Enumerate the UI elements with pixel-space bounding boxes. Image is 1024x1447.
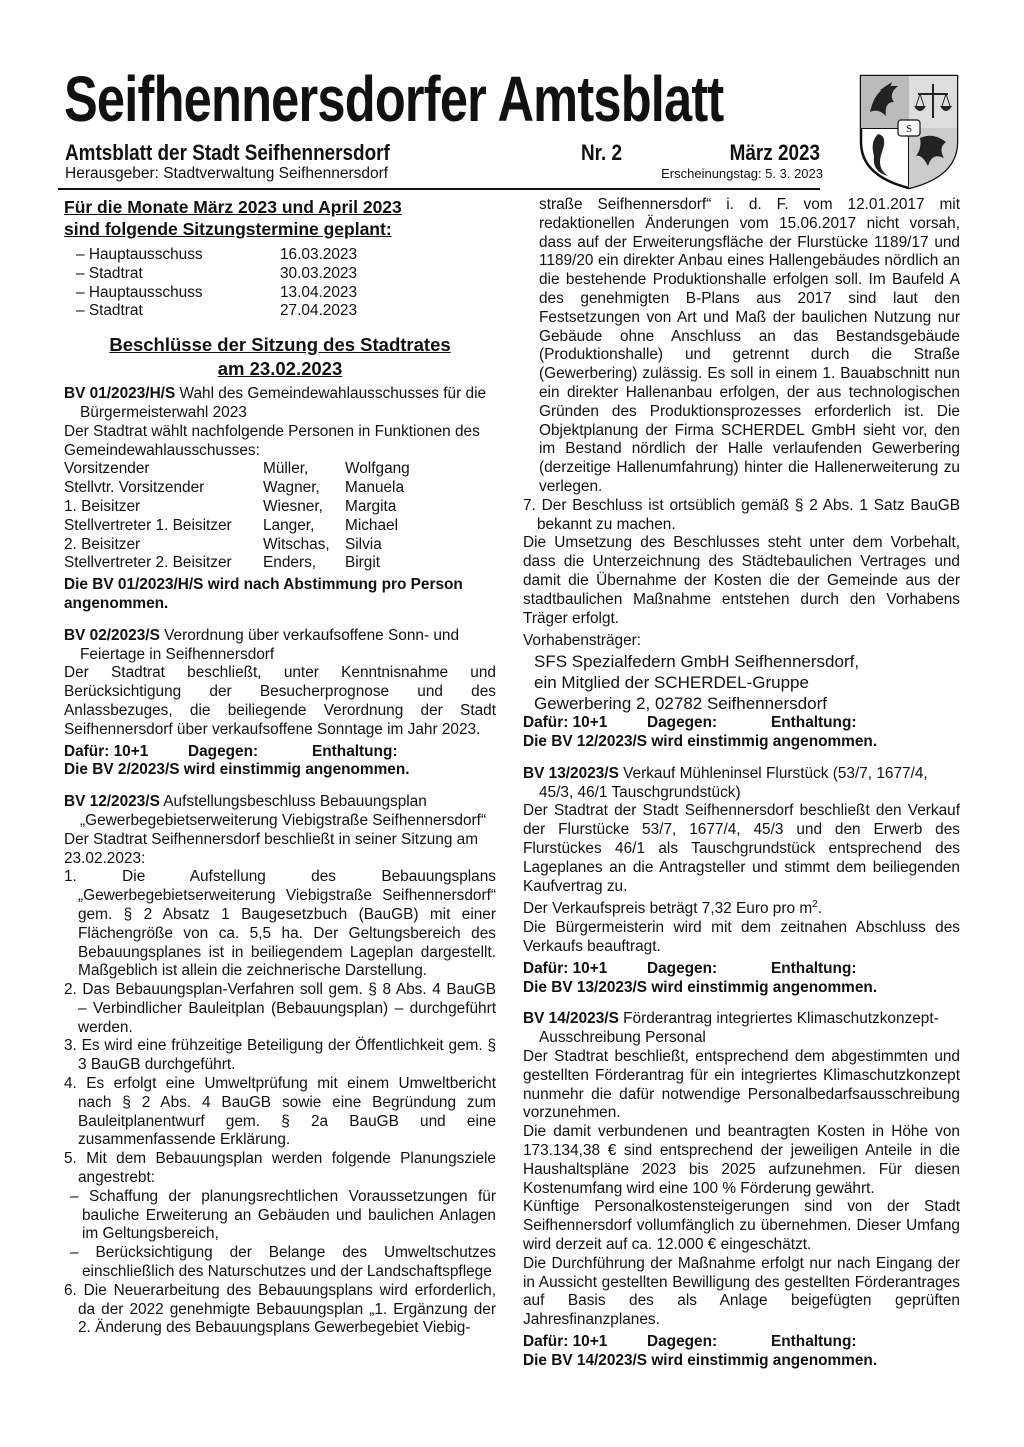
meeting-date: 16.03.2023 [280,246,358,263]
meeting-date: 30.03.2023 [280,264,358,282]
sponsor-line: Gewerbering 2, 02782 Seifhennersdorf [534,694,827,714]
publisher: Herausgeber: Stadtverwaltung Seifhennersdorf [65,165,389,182]
bv02-title [64,627,496,665]
newspaper-title: Seifhennersdorfer Amtsblatt [64,63,724,135]
vote-abstain: Enthaltung: [771,1332,857,1350]
vote-for: Dafür: 10+1 [523,1332,608,1350]
bv13-id: BV 13/2023/S [523,764,619,782]
bv12-condition: Die Umsetzung des Beschlusses steht unter dem Vorbehalt, dass die Unterzeichnung des Städtebaulichen Vertrages und damit die Übernahme der Kosten die der Gemeinde aus der stadtbaulichen Maßnahme entstehen durch den Vorhabens Träger erfolgt. [523,534,960,627]
meeting-name: – Stadtrat [76,264,143,282]
member-last: Enders, [263,554,317,572]
table-row [64,498,410,517]
bv13-text: Der Stadtrat der Stadt Seifhennersdorf beschließt den Verkauf der Flurstücke 53/7, 1677/4, 45/3 und den Erwerb des Flurstückes 46/1 als Tauschgrundstück entsprechend des Lageplanes an die Antragsteller und stimmt dem beiliegenden Kaufvertrag zu. [523,802,960,895]
member-first: Manuela [345,479,405,497]
left-column [64,196,496,1338]
table-row [76,265,357,284]
member-first: Margita [345,497,397,515]
vote-for: Dafür: 10+1 [523,714,608,732]
bv01-result: Die BV 01/2023/H/S wird nach Abstimmung pro Person angenommen. [64,576,463,612]
member-role: Vorsitzender [64,460,150,478]
member-last: Wiesner, [263,497,323,515]
table-row [64,460,410,479]
bv14-text-2: Die damit verbundenen und beantragten Kosten in Höhe von 173.134,38 € sind entsprechend der jeweiligen Anteile in die Haushaltspläne 2023 bis 2025 aufzunehmen. Für diesen Kostenumfang wird eine 100 % Förderung gewährt. [523,1123,960,1197]
right-column [523,196,960,1371]
list-item: – Berücksichtigung der Belange des Umweltschutzes einschließlich des Naturschutzes und der Landschaftspflege [70,1244,496,1281]
bv02-vote [64,743,496,762]
bv12-continued: straße Seifhennersdorf“ i. d. F. vom 12.01.2017 mit redaktionellen Änderungen vom 15.06.2017 nicht vorsah, dass auf der Erweiterungsfläche der Flurstücke 1189/17 und 1189/20 ein direkter Anbau eines Hallengebäudes nördlich an die bestehende Produktionshalle erfolgen soll. Im Baufeld A des genehmigten B-Plans aus 2017 sind laut den Festsetzungen von Art und Maß der baulichen Nutzung nur Gebäude ohne Anschluss an das Bestandsgebäude (Produktionshalle) und getrennt durch die Straße (Gewerbering) zulässig. Es soll in einem 1. Bauabschnitt nun ein direkter Hallenanbau erfolgen, der aus technologischen Gründen des Produktionsprozesses erforderlich ist. Die Objektplanung der Firma SCHERDEL GmbH sieht vor, den im Bestand nördlich der Halle verlaufenden Gewerbering (derzeitige Hallenumfahrung) hinter die Hallenerweiterung zu verlegen. [539,196,960,495]
bv14-text-3: Künftige Personalkostensteigerungen sind von der Stadt Seifhennersdorf vollumfänglich zu übernehmen. Dieser Umfang wird derzeit auf ca. 12.000 € eingeschätzt. [523,1198,960,1253]
table-row [64,517,410,536]
table-row [64,554,410,573]
list-item: 7. Der Beschluss ist ortsüblich gemäß § 2 Abs. 1 Satz BauGB bekannt zu machen. [523,496,960,533]
bv14-title [523,1010,960,1048]
price-text: Der Verkaufspreis beträgt 7,32 Euro pro m [523,900,813,918]
release-date: Erscheinungstag: 5. 3. 2023 [661,166,823,181]
vote-for: Dafür: 10+1 [523,959,608,977]
member-role: 1. Beisitzer [64,497,141,515]
bv01-id: BV 01/2023/H/S [64,385,176,403]
sponsor-address [523,651,960,714]
masthead-subline [65,140,821,166]
table-row [76,246,357,265]
member-first: Michael [345,516,399,534]
bv14-result: Die BV 14/2023/S wird einstimmig angenommen. [523,1351,878,1369]
member-last: Witschas, [263,535,330,553]
vote-abstain: Enthaltung: [771,714,857,732]
list-item: 4. Es erfolgt eine Umweltprüfung mit einem Umweltbericht nach § 2 Abs. 4 BauGB sowie eine Begründung zum Bauleitplanentwurf gem. § 2a BauGB und eine zusammenfassende Erklärung. [64,1075,496,1149]
bv14-subject: Förderantrag integriertes Klimaschutzkonzept-Ausschreibung Personal [539,1010,939,1047]
bv13-price [523,896,960,919]
bv02-text: Der Stadtrat beschließt, unter Kenntnisnahme und Berücksichtigung der Besucherprognose und des Anlassbezuges, die beiliegende Verordnung der Stadt Seifhennersdorf über verkaufsoffene Sonntage im Jahr 2023. [64,664,496,738]
meeting-date: 13.04.2023 [280,283,358,301]
table-row [76,284,357,303]
bv12-sponsor-label: Vorhabensträger: [523,632,642,650]
list-item: – Schaffung der planungsrechtlichen Voraussetzungen für bauliche Erweiterung an Gebäuden und baulichen Anlagen im Geltungsbereich, [70,1187,496,1243]
member-role: Stellvertreter 2. Beisitzer [64,554,232,572]
vote-abstain: Enthaltung: [771,959,857,977]
list-item: 5. Mit dem Bebauungsplan werden folgende Planungsziele angestrebt: [64,1150,496,1187]
meetings-heading-2: sind folgende Sitzungstermine geplant: [64,219,392,239]
bv13-subject: Verkauf Mühleninsel Flurstück (53/7, 1677/4, 45/3, 46/1 Tauschgrundstück) [539,764,928,801]
member-last: Wagner, [263,479,320,497]
masthead-subtitle: Amtsblatt der Stadt Seifhennersdorf [65,140,390,165]
masthead-rule [58,188,820,190]
meeting-name: – Hauptausschuss [76,246,203,263]
vote-against: Dagegen: [647,714,718,732]
bv13-result: Die BV 13/2023/S wird einstimmig angenommen. [523,978,878,996]
coat-of-arms-icon [858,72,960,190]
sponsor-line: SFS Spezialfedern GmbH Seifhennersdorf, [534,652,860,672]
resolutions-heading: Beschlüsse der Sitzung des Stadtrates [109,334,451,356]
meeting-name: – Hauptausschuss [76,283,203,301]
bv01-members-table [64,460,410,573]
bv12-intro: Der Stadtrat Seifhennersdorf beschließt in seiner Sitzung am 23.02.2023: [64,830,479,867]
bv12-id: BV 12/2023/S [64,793,160,811]
meeting-date: 27.04.2023 [280,302,358,320]
bv02-subject: Verordnung über verkaufsoffene Sonn- und Feiertage in Seifhennersdorf [80,626,460,663]
member-role: Stellvertreter 1. Beisitzer [64,516,232,534]
vote-against: Dagegen: [647,959,718,977]
member-last: Müller, [263,460,309,478]
member-last: Langer, [263,516,315,534]
svg-text:S: S [905,123,913,135]
issue-month: März 2023 [729,140,821,165]
table-row [64,479,410,498]
member-first: Wolfgang [345,460,410,478]
bv02-id: BV 02/2023/S [64,626,160,644]
meeting-name: – Stadtrat [76,302,143,320]
price-end: . [817,900,822,918]
bv12-vote [523,714,960,733]
bv12-result: Die BV 12/2023/S wird einstimmig angenommen. [523,732,878,750]
vote-for: Dafür: 10+1 [64,742,149,760]
bv13-mayor: Die Bürgermeisterin wird mit dem zeitnahen Abschluss des Verkaufs beauftragt. [523,919,960,956]
table-row [76,302,357,321]
issue-number: Nr. 2 [581,140,623,165]
meetings-table [76,246,357,321]
bv12-title [64,793,496,812]
table-row [64,536,410,555]
list-item: 2. Das Bebauungsplan-Verfahren soll gem. § 8 Abs. 4 BauGB – Verbindlicher Bauleitplan (Bebauungsplan) – durchgeführt werden. [64,981,496,1036]
bv01-text: Der Stadtrat wählt nachfolgende Personen in Funktionen des Gemeindewahlausschusses: [64,422,480,459]
bv14-text-1: Der Stadtrat beschließt, entsprechend dem abgestimmten und gestellten Förderantrag für ein integriertes Klimaschutzkonzept nunmehr die dafür notwendige Personalbedarfsausschreibung vorzunehmen. [523,1048,960,1122]
member-first: Silvia [345,535,382,553]
price-sup: 2 [812,899,818,911]
bv01-subject: Wahl des Gemeindewahlausschusses für die Bürgermeisterwahl 2023 [80,385,487,421]
resolutions-heading-date: am 23.02.2023 [217,358,343,380]
bv12-subject: Aufstellungsbeschluss Bebauungsplan [159,793,427,811]
bv14-vote [523,1333,960,1352]
bv13-vote [523,960,960,979]
list-item: 3. Es wird eine frühzeitige Beteiligung der Öffentlichkeit gem. § 3 BauGB durchgeführt. [64,1037,496,1074]
list-item: 6. Die Neuerarbeitung des Bebauungsplans wird erforderlich, da der 2022 genehmigte Bebauungsplan „1. Ergänzung der 2. Änderung des Bebauungsplans Gewerbegebiet Viebig- [64,1281,496,1337]
vote-against: Dagegen: [647,1332,718,1350]
bv13-title [523,765,960,803]
member-first: Birgit [345,554,381,572]
bv01-title [64,385,496,423]
meetings-heading: Für die Monate März 2023 und April 2023 [64,197,402,217]
bv02-result: Die BV 2/2023/S wird einstimmig angenommen. [64,761,410,779]
bv14-text-4: Die Durchführung der Maßnahme erfolgt nur nach Eingang der in Aussicht gestellten Bewilligung des gestellten Förderantrages auf Basis des als Anlage beigefügten geprüften Jahresfinanzplanes. [523,1254,960,1329]
vote-abstain: Enthaltung: [312,742,398,760]
list-item: 1. Die Aufstellung des Bebauungsplans „Gewerbegebietserweiterung Viebigstraße Seifhennersdorf“ gem. § 2 Absatz 1 Baugesetzbuch (BauGB) mit einer Flächengröße von ca. 5,5 ha. Der Geltungsbereich des Bebauungsplanes ist in beiliegendem Lageplan dargestellt. Maßgeblich ist allein die zeichnerische Darstellung. [64,868,496,980]
member-role: 2. Beisitzer [64,535,141,553]
sponsor-line: ein Mitglied der SCHERDEL-Gruppe [534,673,809,693]
bv12-subject-2: „Gewerbegebietserweiterung Viebigstraße Seifhennersdorf“ [80,811,487,829]
member-role: Stellvtr. Vorsitzender [64,479,205,497]
bv14-id: BV 14/2023/S [523,1010,619,1028]
vote-against: Dagegen: [188,742,259,760]
